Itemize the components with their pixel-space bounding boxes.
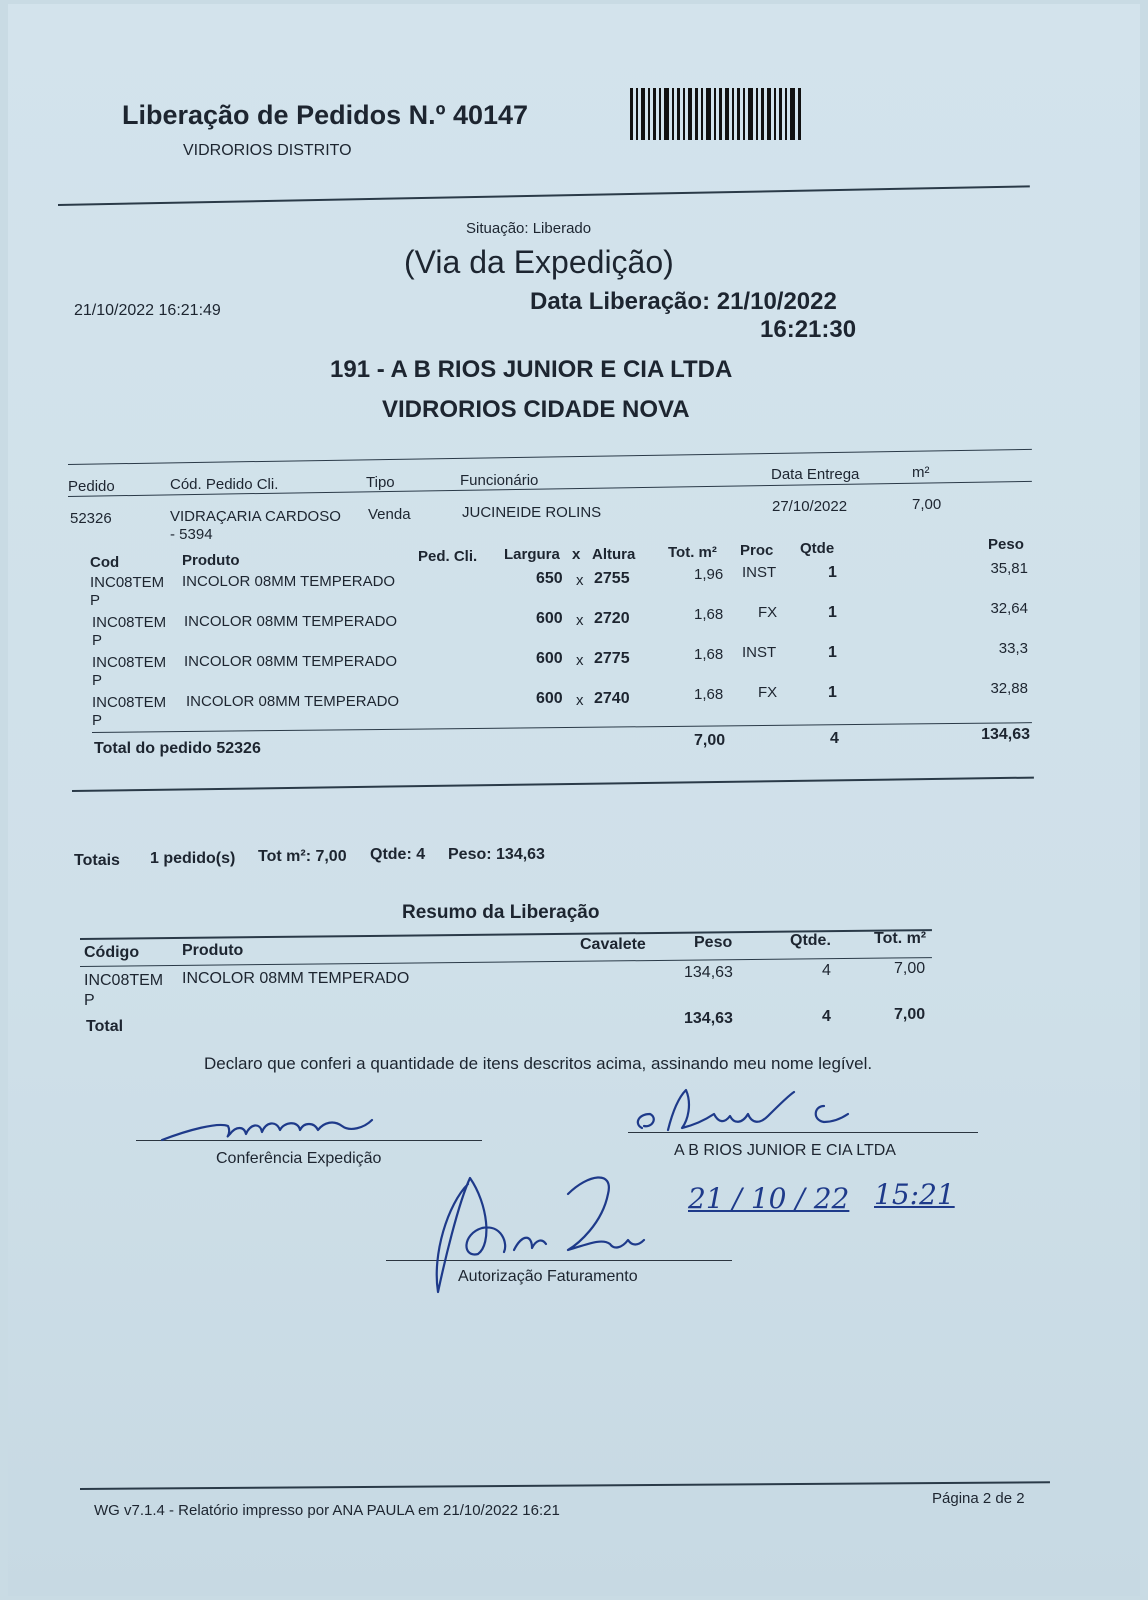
item-tot-m2: 1,68	[694, 686, 724, 703]
item-x: x	[576, 572, 584, 589]
item-tot-m2: 1,68	[694, 646, 724, 663]
footer-divider	[80, 1481, 1050, 1490]
items-col-peso: Peso	[988, 536, 1024, 553]
item-x: x	[576, 612, 584, 629]
item-largura: 600	[536, 650, 563, 667]
item-x: x	[576, 652, 584, 669]
data-liberacao: Data Liberação: 21/10/2022	[530, 288, 837, 315]
data-liberacao-time: 16:21:30	[760, 316, 857, 343]
item-cod: INC08TEM	[90, 574, 165, 591]
resumo-qtde: 4	[822, 962, 831, 979]
order-cod-cli-2: - 5394	[170, 526, 213, 543]
order-funcionario: JUCINEIDE ROLINS	[462, 504, 602, 521]
resumo-col-peso: Peso	[694, 934, 733, 951]
col-pedido: Pedido	[68, 478, 115, 495]
items-col-produto: Produto	[182, 552, 240, 569]
item-largura: 600	[536, 610, 563, 627]
resumo-total-peso: 134,63	[684, 1010, 733, 1027]
items-col-x: x	[572, 546, 581, 563]
item-peso: 35,81	[990, 560, 1028, 577]
autorizacao-label: Autorização Faturamento	[458, 1268, 638, 1285]
item-qtde: 1	[828, 564, 837, 581]
handwritten-date: 21 / 10 / 22	[688, 1182, 850, 1215]
item-proc: FX	[758, 684, 778, 701]
autorizacao-signature	[418, 1164, 658, 1304]
item-altura: 2755	[594, 570, 630, 587]
item-proc: INST	[742, 644, 777, 661]
item-qtde: 1	[828, 684, 837, 701]
via-label: (Via da Expedição)	[404, 244, 674, 280]
col-data-entrega: Data Entrega	[771, 466, 860, 483]
order-data-entrega: 27/10/2022	[772, 498, 848, 515]
col-m2: m²	[912, 464, 930, 481]
totals-peso: Peso: 134,63	[448, 846, 545, 863]
items-col-qtde: Qtde	[800, 540, 835, 557]
conferencia-signature	[158, 1100, 388, 1150]
item-proc: FX	[758, 604, 778, 621]
resumo-produto: INCOLOR 08MM TEMPERADO	[182, 970, 410, 987]
item-altura: 2720	[594, 610, 630, 627]
order-total-qtde: 4	[830, 730, 839, 747]
item-peso: 32,64	[990, 600, 1028, 617]
item-proc: INST	[742, 564, 777, 581]
declaration-text: Declaro que conferi a quantidade de itens descritos acima, assinando meu nome legível.	[204, 1054, 873, 1073]
totals-qtde: Qtde: 4	[370, 846, 426, 863]
situacao-label: Situação: Liberado	[466, 220, 592, 237]
item-largura: 650	[536, 570, 563, 587]
col-funcionario: Funcionário	[460, 472, 539, 489]
item-x: x	[576, 692, 584, 709]
item-tot-m2: 1,68	[694, 606, 724, 623]
item-cod-suffix: P	[92, 672, 103, 689]
item-cod: INC08TEM	[92, 654, 167, 671]
item-cod-suffix: P	[92, 632, 103, 649]
resumo-m2: 7,00	[894, 960, 926, 977]
resumo-title: Resumo da Liberação	[402, 902, 600, 923]
barcode-image	[630, 88, 802, 140]
item-cod-suffix: P	[92, 712, 103, 729]
order-total-m2: 7,00	[694, 732, 726, 749]
resumo-col-codigo: Código	[84, 944, 140, 961]
order-total-label: Total do pedido 52326	[94, 740, 261, 757]
items-col-cod: Cod	[90, 554, 120, 571]
item-qtde: 1	[828, 604, 837, 621]
conferencia-label: Conferência Expedição	[216, 1150, 382, 1167]
totals-label: Totais	[74, 852, 120, 869]
item-cod: INC08TEM	[92, 694, 167, 711]
item-altura: 2775	[594, 650, 630, 667]
item-produto: INCOLOR 08MM TEMPERADO	[184, 653, 398, 670]
totals-m2: Tot m²: 7,00	[258, 848, 347, 865]
resumo-col-cavalete: Cavalete	[580, 936, 646, 953]
item-cod-suffix: P	[90, 592, 101, 609]
print-timestamp: 21/10/2022 16:21:49	[74, 302, 221, 319]
items-col-tot-m2: Tot. m²	[668, 544, 717, 561]
items-col-altura: Altura	[592, 546, 636, 563]
items-col-proc: Proc	[740, 542, 774, 559]
document-title: Liberação de Pedidos N.º 40147	[122, 100, 529, 130]
footer-printed-by: WG v7.1.4 - Relatório impresso por ANA PAULA em 21/10/2022 16:21	[94, 1502, 560, 1519]
client-branch: VIDRORIOS CIDADE NOVA	[382, 396, 690, 423]
item-qtde: 1	[828, 644, 837, 661]
client-signature	[628, 1084, 868, 1144]
client-name: 191 - A B RIOS JUNIOR E CIA LTDA	[330, 356, 733, 383]
client-signature-label: A B RIOS JUNIOR E CIA LTDA	[674, 1142, 896, 1159]
item-peso: 32,88	[990, 680, 1028, 697]
col-tipo: Tipo	[366, 474, 395, 491]
order-total-peso: 134,63	[981, 726, 1030, 743]
resumo-total-qtde: 4	[822, 1008, 831, 1025]
document-page	[8, 4, 1140, 1596]
item-cod: INC08TEM	[92, 614, 167, 631]
resumo-cod: INC08TEM	[84, 972, 164, 989]
items-col-largura: Largura	[504, 546, 560, 563]
totals-pedidos: 1 pedido(s)	[150, 850, 236, 867]
handwritten-time: 15:21	[874, 1178, 955, 1211]
divider	[72, 777, 1034, 792]
order-cod-cli-1: VIDRAÇARIA CARDOSO	[170, 508, 341, 525]
resumo-col-produto: Produto	[182, 942, 244, 959]
item-largura: 600	[536, 690, 563, 707]
divider	[68, 449, 1032, 465]
company-name: VIDRORIOS DISTRITO	[183, 142, 352, 159]
resumo-col-qtde: Qtde.	[790, 932, 831, 949]
order-m2: 7,00	[912, 496, 942, 513]
item-produto: INCOLOR 08MM TEMPERADO	[186, 693, 400, 710]
order-pedido: 52326	[70, 510, 112, 527]
item-altura: 2740	[594, 690, 630, 707]
items-col-ped-cli: Ped. Cli.	[418, 548, 478, 565]
order-tipo: Venda	[368, 506, 411, 523]
resumo-cod-suffix: P	[84, 992, 95, 1009]
resumo-col-tot-m2: Tot. m²	[874, 930, 927, 947]
item-peso: 33,3	[998, 640, 1028, 657]
resumo-total-m2: 7,00	[894, 1006, 926, 1023]
item-produto: INCOLOR 08MM TEMPERADO	[182, 573, 396, 590]
divider	[58, 185, 1030, 206]
item-tot-m2: 1,96	[694, 566, 724, 583]
divider	[92, 722, 1032, 733]
resumo-total-label: Total	[86, 1018, 124, 1035]
item-produto: INCOLOR 08MM TEMPERADO	[184, 613, 398, 630]
col-cod-pedido-cli: Cód. Pedido Cli.	[170, 476, 279, 493]
resumo-peso: 134,63	[684, 964, 733, 981]
page-number: Página 2 de 2	[932, 1490, 1025, 1507]
